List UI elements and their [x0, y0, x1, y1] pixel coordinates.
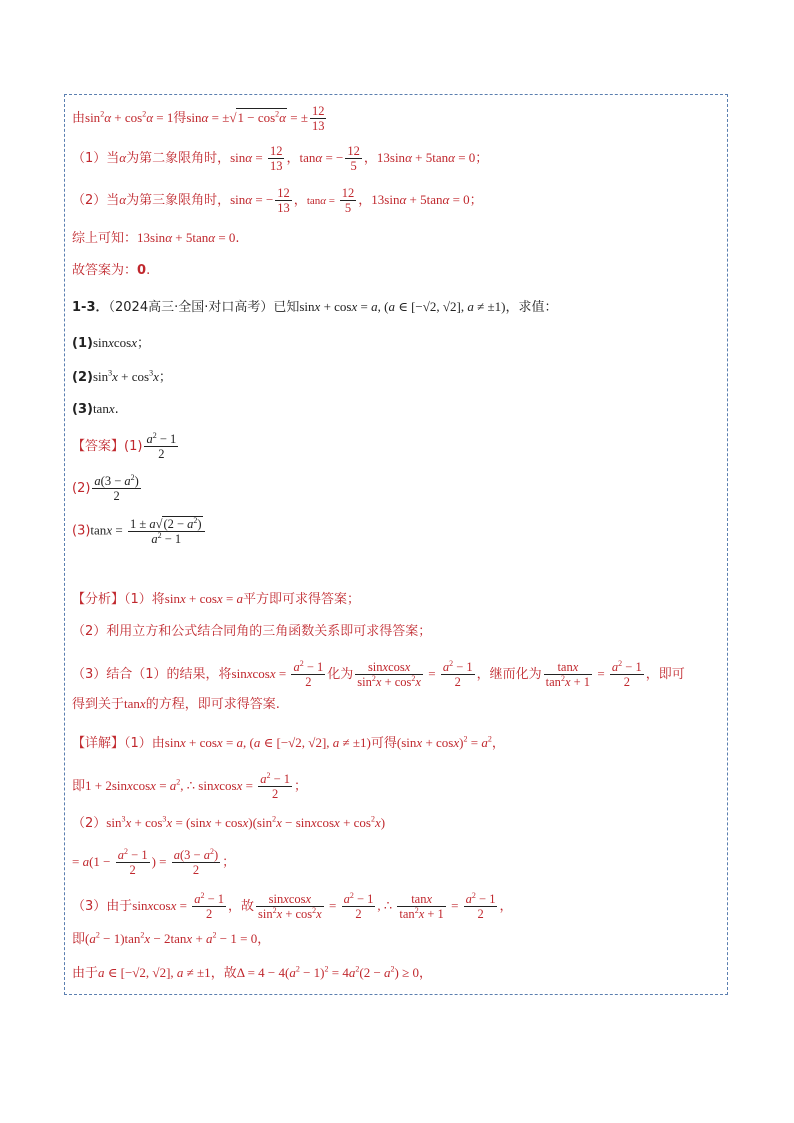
- answer-2: (2) $\frac{a(3 - a^2)}{2}$: [72, 472, 139, 503]
- detail-6: 即$(a^2 - 1)\tan^2x - 2\tan x + a^2 - 1 = 0$，: [72, 930, 271, 947]
- detail-5: （3）由于sinxcosx = $\frac{a^2 - 1}{2}$ ，故 $\frac{\text{sinxcosx}}{\sin^2x + \cos^2x}$ = $\frac{a^2 - 1}{2}$ , ∴ $\frac{\tan x}{\tan^2x + 1}$ = $\frac{a^2 - 1}{2}$ ，: [72, 890, 513, 921]
- line-conclusion: 综上可知：13sinα + 5tanα = 0.: [72, 230, 240, 246]
- detail-1: 【详解】（1）由sinx + cosx = a, (a ∈ [−√2, √2], a ≠ ±1)可得$(\sin x + \cos x)^2 = a^2$，: [72, 734, 505, 751]
- detail-7: 由于a ∈ [−√2, √2], a ≠ ±1，故$\Delta = 4 - 4(a^2 - 1)^2 = 4a^2(2 - a^2) \ge 0$，: [72, 964, 433, 981]
- line-answer: 故答案为：0.: [72, 263, 151, 278]
- text: 为第二象限角时，: [126, 151, 231, 166]
- question-3: (3)tanx.: [72, 401, 119, 417]
- detail-3: $(2)\sin^3x + \cos^3x = (\sin x + \cos x)(\sin^2x$ − sinxcosx + $\cos^2x$): [72, 814, 386, 831]
- answer-3: (3)tanx = $\frac{1 \pm a√(2 - a^2)}{a^2 - 1}$: [72, 516, 207, 546]
- question-2: $(2)\sin^3x + \cos^3x$；: [72, 368, 172, 385]
- answer-1: 【答案】(1) $\frac{a^2 - 1}{2}$: [72, 430, 177, 461]
- fraction: $\frac{12}{13}$: [311, 104, 325, 133]
- formula: $\sin^2\alpha + \cos^2\alpha = 1$: [85, 109, 174, 125]
- text: 综上可知：: [72, 231, 138, 246]
- text: 已知: [273, 300, 300, 315]
- text: 由: [72, 111, 86, 126]
- analysis-tag: 【分析】: [72, 592, 125, 607]
- text: （1）当: [72, 151, 120, 166]
- problem-id: 1-3．: [72, 300, 109, 315]
- text: 得: [173, 111, 187, 126]
- problem-source: （2024高三·全国·对口高考）: [108, 300, 274, 315]
- detail-2: 即1 + 2sinxcosx = $a^2$, ∴ sinxcosx = $\frac{a^2 - 1}{2}$ ；: [72, 770, 308, 801]
- line-case-1: （1）当α为第二象限角时，sinα = $\frac{12}{13}$ ，tanα = − $\frac{12}{5}$ ，13sinα + 5tanα = 0；: [72, 144, 489, 173]
- detail-4: = a(1 − $\frac{a^2 - 1}{2}$ ) = $\frac{a(3 - a^2)}{2}$ ；: [72, 846, 236, 877]
- question-1: (1)sinxcosx；: [72, 335, 151, 351]
- text: 故答案为：: [72, 263, 138, 278]
- text: ，求值：: [505, 300, 558, 315]
- problem-statement: 1-3．（2024高三·全国·对口高考）已知sinx + cosx = a, (a ∈ [−√2, √2], a ≠ ±1)，求值：: [72, 299, 558, 315]
- line-identity: [72, 104, 328, 133]
- line-case-2: （2）当α为第三象限角时，sinα = − $\frac{12}{13}$ ，tanα = $\frac{12}{5}$ ，13sinα + 5tanα = 0；: [72, 186, 483, 215]
- formula: $\sin\alpha = \pm√1 - \cos^2\alpha$ = ±: [186, 109, 308, 125]
- detail-tag: 【详解】: [72, 736, 125, 751]
- analysis-2: （2）利用立方和公式结合同角的三角函数关系即可求得答案；: [72, 624, 432, 639]
- text: 为第三象限角时，: [126, 193, 231, 208]
- analysis-3: （3）结合（1）的结果，将sinxcosx = $\frac{a^2 - 1}{2}$ 化为 $\frac{\text{sinxcosx}}{\sin^2x + \cos^2x}$ = $\frac{a^2 - 1}{2}$ ，继而化为 $\frac{\tan x}{\tan^2x + 1}$ = $\frac{a^2 - 1}{2}$ ，即可: [72, 658, 685, 689]
- answer-tag: 【答案】: [72, 439, 125, 454]
- analysis-1: 【分析】（1）将sinx + cosx = a平方即可求得答案；: [72, 591, 361, 607]
- text: （2）当: [72, 193, 120, 208]
- answer-value: 0: [137, 263, 147, 278]
- analysis-4: 得到关于tanx的方程，即可求得答案.: [72, 696, 280, 712]
